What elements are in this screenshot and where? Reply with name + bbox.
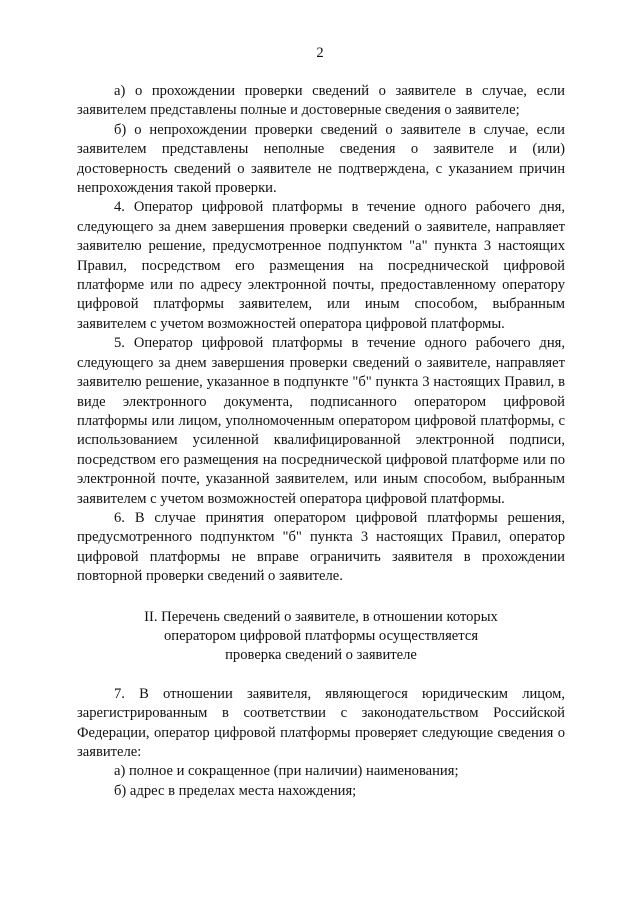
section-heading bbox=[77, 608, 565, 666]
section-heading-line-2: оператором цифровой платформы осуществляется bbox=[163, 627, 479, 644]
paragraph-7-item-a: а) полное и сокращенное (при наличии) наименования; bbox=[114, 763, 459, 780]
page-number: 2 bbox=[316, 45, 324, 61]
paragraph-item-a-passed: а) о прохождении проверки сведений о заявителе в случае, если заявителем представлены полные и достоверные сведения о заявителе; bbox=[77, 83, 565, 119]
paragraph-4: 4. Оператор цифровой платформы в течение одного рабочего дня, следующего за днем завершения проверки сведений о заявителе, направляет заявителю решение, предусмотренное подпунктом "а" пункта 3 настоящих Правил, посредством его размещения на посреднической цифровой платформе или по адресу электронной почты, предоставленному оператору цифровой платформы заявителем, или иным способом, выбранным заявителем с учетом возможностей оператора цифровой платформы. bbox=[77, 199, 565, 332]
paragraph-item-b-not-passed: б) о непрохождении проверки сведений о заявителе в случае, если заявителем представлены неполные сведения о заявителе и (или) достоверность сведений о заявителе не подтверждена, с указанием причин непрохождения такой проверки. bbox=[77, 121, 565, 197]
section-heading-line-3: проверка сведений о заявителе bbox=[225, 647, 417, 664]
paragraph-7-item-b: б) адрес в пределах места нахождения; bbox=[114, 782, 357, 799]
document-body bbox=[77, 82, 565, 801]
section-heading-line-1: II. Перечень сведений о заявителе, в отношении которых bbox=[144, 608, 498, 625]
paragraph-5: 5. Оператор цифровой платформы в течение одного рабочего дня, следующего за днем завершения проверки сведений о заявителе, направляет заявителю решение, указанное в подпункте "б" пункта 3 настоящих Правил, в виде электронного документа, подписанного оператором цифровой платформы или лицом, уполномоченным оператором цифровой платформы, с использованием усиленной квалифицированной электронной подписи, посредством его размещения на посреднической цифровой платформе или по электронной почте, указанной заявителем, или иным способом, выбранным заявителем с учетом возможностей оператора цифровой платформы. bbox=[77, 335, 565, 507]
paragraph-7: 7. В отношении заявителя, являющегося юридическим лицом, зарегистрированным в соответствии с законодательством Российской Федерации, оператор цифровой платформы проверяет следующие сведения о заявителе: bbox=[77, 685, 565, 760]
paragraph-6: 6. В случае принятия оператором цифровой платформы решения, предусмотренного подпунктом "б" пункта 3 настоящих Правил, оператор цифровой платформы не вправе ограничить заявителя в прохождении повторной проверки сведений о заявителе. bbox=[77, 509, 565, 585]
